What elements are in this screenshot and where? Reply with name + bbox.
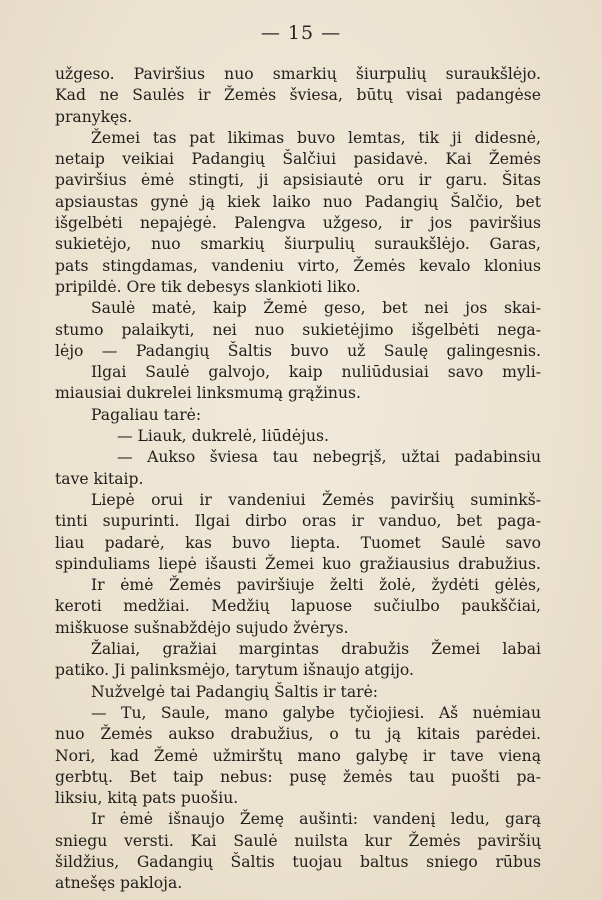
text-line: sukietėjo, nuo smarkių šiurpulių suraukšlėjo. Garas, [55, 235, 541, 254]
text-line: pats stingdamas, vandeniu virto, Žemės kevalo klonius [55, 256, 541, 275]
text-line: — Tu, Saule, mano galybe tyčiojiesi. Aš nuėmiau [91, 703, 541, 722]
text-line: Saulė matė, kaip Žemė geso, bet nei jos skai- [91, 299, 541, 318]
text-line: atnešęs pakloja. [55, 874, 183, 893]
text-line: Ir ėmė išnaujo Žemę aušinti: vandenį ledu, garą [91, 810, 541, 829]
text-line: nuo Žemės aukso drabužius, o tu ją kitais parėdei. [55, 725, 541, 744]
text-line: liau padarė, kas buvo liepta. Tuomet Saulė savo [55, 533, 541, 552]
text-line: Liepė orui ir vandeniui Žemės paviršių suminkš- [91, 490, 541, 509]
text-line: tinti supurinti. Ilgai dirbo oras ir vanduo, bet paga- [55, 512, 541, 531]
text-line: Ilgai Saulė galvojo, kaip nuliūdusiai savo myli- [91, 363, 541, 382]
text-line: Žemei tas pat likimas buvo lemtas, tik ji didesnė, [91, 128, 541, 147]
text-line: patiko. Ji palinksmėjo, tarytum išnaujo atgijo. [55, 661, 414, 680]
text-line: šildžius, Gadangių Šaltis tuojau baltus sniego rūbus [55, 852, 541, 871]
text-line: — Aukso šviesa tau nebegrįš, užtai padabinsiu [117, 448, 541, 467]
text-line: paviršius ėmė stingti, ji apsisiautė oru ir garu. Šitas [55, 171, 541, 190]
text-line: miškuose sušnabždėjo sujudo žvėrys. [55, 618, 349, 637]
text-line: pranykęs. [55, 107, 133, 126]
text-line: apsiaustas gynė ją kiek laiko nuo Padangių Šalčio, bet [55, 192, 541, 211]
text-line: netaip veikiai Padangių Šalčiui pasidavė. Kai Žemės [55, 150, 541, 169]
body-text [55, 64, 541, 895]
text-line: tave kitaip. [55, 469, 144, 488]
text-line: sniegu versti. Kai Saulė nuilsta kur Žemės paviršių [55, 831, 541, 850]
text-line: spinduliams liepė išausti Žemei kuo gražiausius drabužius. [55, 554, 541, 573]
page-number: — 15 — [260, 22, 342, 44]
text-line: išgelbėti nepajėgė. Palengva užgeso, ir jos paviršius [55, 214, 541, 233]
text-line: Ir ėmė Žemės paviršiuje želti žolė, žydėti gėlės, [91, 576, 541, 595]
text-line: Kad ne Saulės ir Žemės šviesa, būtų visai padangėse [55, 86, 541, 105]
text-line: keroti medžiai. Medžių lapuose sučiulbo paukščiai, [55, 597, 541, 616]
text-line: Nori, kad Žemė užmirštų mano galybę ir tave vieną [55, 746, 541, 765]
text-line: liksiu, kitą pats puošiu. [55, 789, 239, 808]
text-line: Žaliai, gražiai margintas drabužis Žemei labai [91, 640, 541, 659]
text-line: Nužvelgė tai Padangių Šaltis ir tarė: [91, 682, 379, 701]
text-line: užgeso. Paviršius nuo smarkių šiurpulių suraukšlėjo. [55, 65, 541, 83]
text-line: — Liauk, dukrelė, liūdėjus. [117, 427, 329, 446]
text-line: miausiai dukrelei linksmumą grąžinus. [55, 384, 361, 403]
text-line: stumo palaikyti, nei nuo sukietėjimo išgelbėti nega- [55, 320, 541, 339]
text-line: pripildė. Ore tik debesys slankioti liko. [55, 277, 361, 296]
text-line: gerbtų. Bet taip nebus: pusę žemės tau puošti pa- [55, 767, 541, 786]
text-line: Pagaliau tarė: [91, 405, 202, 424]
text-line: lėjo — Padangių Šaltis buvo už Saulę galingesnis. [55, 341, 541, 360]
